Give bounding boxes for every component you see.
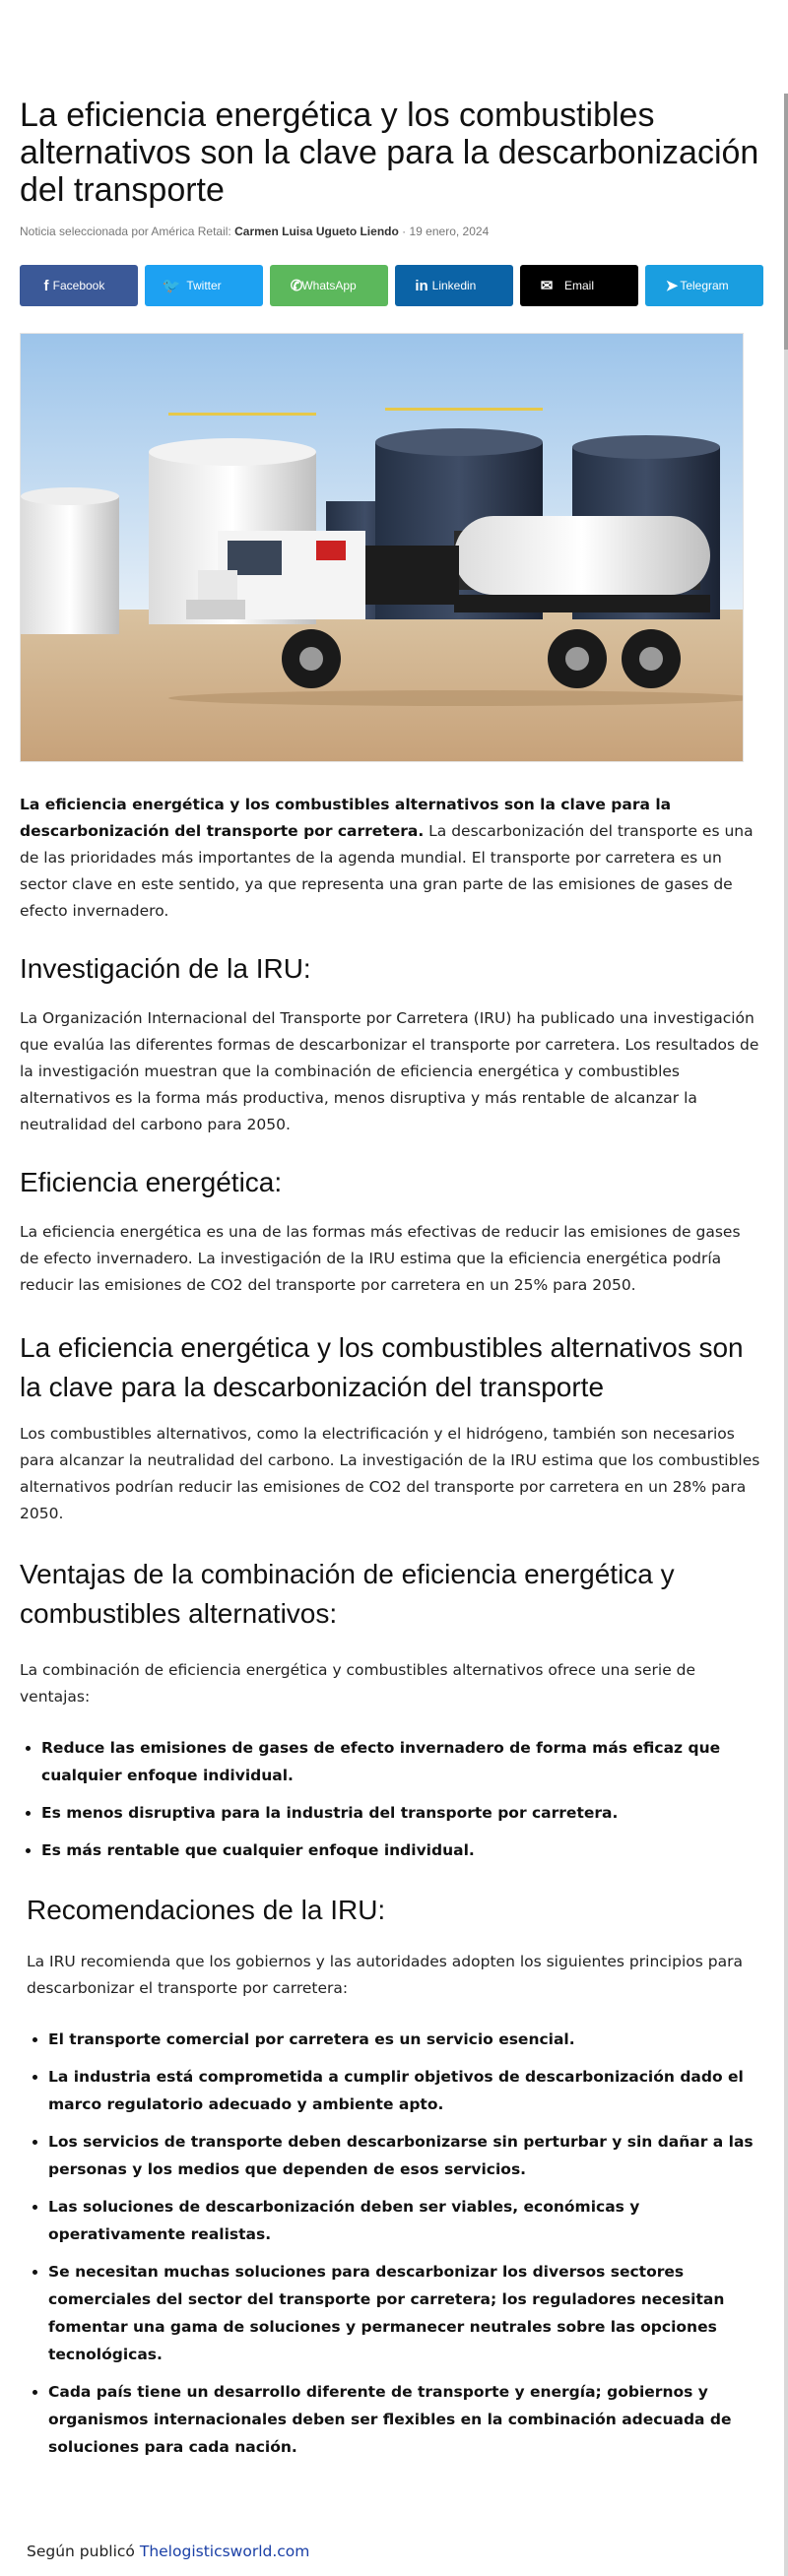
article-byline xyxy=(20,225,763,238)
lead-paragraph xyxy=(20,792,763,925)
paragraph-ventajas: La combinación de eficiencia energética y combustibles alternativos ofrece una serie de ventajas: xyxy=(20,1661,696,1706)
paragraph-combustibles: Los combustibles alternativos, como la electrificación y el hidrógeno, también son necesarios para alcanzar la neutralidad del carbono. La investigación de la IRU estima que los combustibles alternativos podrían reducir las emisiones de CO2 del transporte por carretera en un 28% para 2050. xyxy=(20,1425,760,1522)
heading-ventajas: Ventajas de la combinación de eficiencia energética y combustibles alternativos: xyxy=(20,1559,675,1629)
source-link[interactable]: Thelogisticsworld.com xyxy=(139,2543,310,2560)
list-item: • Los servicios de transporte deben descarbonizarse sin perturbar y sin dañar a las personas y los medios que dependen de esos servicios. xyxy=(48,2128,763,2183)
share-whatsapp-button[interactable] xyxy=(270,265,388,306)
share-button-label: Facebook xyxy=(52,279,105,292)
share-bar xyxy=(20,265,763,306)
ventajas-list xyxy=(20,1734,763,1864)
paragraph-eficiencia: La eficiencia energética es una de las formas más efectivas de reducir las emisiones de gases de efecto invernadero. La investigación de la IRU estima que la eficiencia energética podría reducir las emisiones de CO2 del transporte por carretera en un 25% para 2050. xyxy=(20,1223,741,1294)
paragraph-recomendaciones: La IRU recomienda que los gobiernos y las autoridades adopten los siguientes principios para descarbonizar el transporte por carretera: xyxy=(27,1953,743,1997)
share-button-label: Email xyxy=(563,279,594,292)
whatsapp-icon: ✆ xyxy=(290,278,303,294)
source-prefix: Según publicó xyxy=(27,2543,135,2560)
share-facebook-button[interactable] xyxy=(20,265,138,306)
list-item: • La industria está comprometida a cumplir objetivos de descarbonización dado el marco regulatorio adecuado y ambiente apto. xyxy=(48,2063,763,2118)
heading-clave: La eficiencia energética y los combustibles alternativos son la clave para la descarbonización del transporte xyxy=(20,1332,744,1402)
share-twitter-button[interactable] xyxy=(145,265,263,306)
heading-investigacion: Investigación de la IRU: xyxy=(20,953,311,984)
share-button-label: Linkedin xyxy=(431,279,477,292)
list-item: • Cada país tiene un desarrollo diferente de transporte y energía; gobiernos y organismos internacionales deben ser flexibles en la combinación adecuada de soluciones para cada nación. xyxy=(48,2378,763,2461)
email-icon: ✉ xyxy=(540,278,554,294)
recomendaciones-list xyxy=(27,2026,763,2461)
share-email-button[interactable] xyxy=(520,265,638,306)
share-button-label: Telegram xyxy=(680,279,729,292)
share-button-label: WhatsApp xyxy=(301,279,357,292)
list-item: • Es menos disruptiva para la industria del transporte por carretera. xyxy=(41,1799,763,1827)
linkedin-icon: in xyxy=(415,277,428,294)
share-button-label: Twitter xyxy=(186,279,222,292)
page-scrollbar-track[interactable] xyxy=(784,94,788,2576)
list-item: • El transporte comercial por carretera es un servicio esencial. xyxy=(48,2026,763,2053)
byline-separator: · xyxy=(402,225,407,238)
list-item: • Se necesitan muchas soluciones para descarbonizar los diversos sectores comerciales del sector del transporte por carretera; los reguladores necesitan fomentar una gama de soluciones y permanecer neutrales sobre las opciones tecnológicas. xyxy=(48,2258,763,2368)
heading-eficiencia: Eficiencia energética: xyxy=(20,1167,283,1197)
share-telegram-button[interactable] xyxy=(645,265,763,306)
source-credit xyxy=(27,2543,309,2560)
telegram-icon: ➤ xyxy=(665,278,679,294)
byline-prefix: Noticia seleccionada por América Retail: xyxy=(20,225,231,238)
hero-image xyxy=(20,333,744,762)
author-link[interactable]: Carmen Luisa Ugueto Liendo xyxy=(234,225,399,238)
share-linkedin-button[interactable] xyxy=(395,265,513,306)
twitter-icon: 🐦 xyxy=(162,278,181,294)
recomendaciones-block xyxy=(20,1894,763,2461)
heading-recomendaciones: Recomendaciones de la IRU: xyxy=(27,1895,386,1925)
article xyxy=(20,97,763,2461)
article-title: La eficiencia energética y los combustibles alternativos son la clave para la descarbonización del transporte xyxy=(20,97,759,209)
lead-rest: La descarbonización del transporte es una de las prioridades más importantes de la agenda mundial. El transporte por carretera es un sector clave en este sentido, ya que representa una gran parte de las emisiones de gases de efecto invernadero. xyxy=(20,822,754,920)
tanker-truck-photo xyxy=(21,334,743,761)
paragraph-investigacion: La Organización Internacional del Transporte por Carretera (IRU) ha publicado una investigación que evalúa las diferentes formas de descarbonizar el transporte por carretera. Los resultados de la investigación muestran que la combinación de eficiencia energética y combustibles alternativos es la forma más productiva, menos disruptiva y más rentable de alcanzar la neutralidad del carbono para 2050. xyxy=(20,1009,759,1133)
list-item: • Reduce las emisiones de gases de efecto invernadero de forma más eficaz que cualquier enfoque individual. xyxy=(41,1734,763,1789)
page-scrollbar-thumb[interactable] xyxy=(784,94,788,350)
list-item: • Es más rentable que cualquier enfoque individual. xyxy=(41,1836,763,1864)
facebook-icon: f xyxy=(43,277,49,294)
list-item: • Las soluciones de descarbonización deben ser viables, económicas y operativamente realistas. xyxy=(48,2193,763,2248)
publish-date: 19 enero, 2024 xyxy=(409,225,490,238)
lead-bold: La eficiencia energética y los combustibles alternativos son la clave para la descarbonización del transporte por carretera. xyxy=(20,796,672,840)
